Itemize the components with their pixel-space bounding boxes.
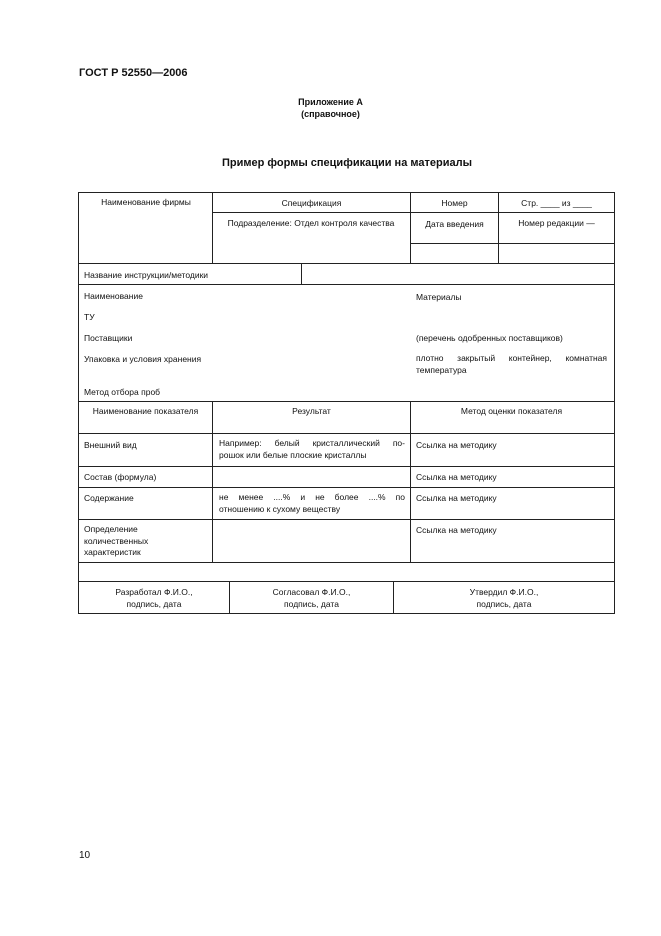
agreed-signature <box>230 587 393 610</box>
number-cell: Номер <box>441 198 468 208</box>
form-title: Пример формы спецификации на материалы <box>222 157 472 169</box>
indicator-method: Ссылка на методику <box>416 440 497 450</box>
appendix-label: Приложение А <box>298 97 363 107</box>
sampling-label: Метод отбора проб <box>84 387 161 397</box>
standard-number: ГОСТ Р 52550—2006 <box>79 67 188 79</box>
agreed-label: Согласовал Ф.И.О., <box>272 587 351 597</box>
instruction-name-cell: Название инструкции/методики <box>84 270 209 280</box>
sign-date-label: подпись, дата <box>476 598 532 609</box>
indicator-method: Ссылка на методику <box>416 493 497 503</box>
appendix-type: (справочное) <box>301 109 360 119</box>
sign-date-label: подпись, дата <box>126 598 182 609</box>
sign-date-label: подпись, дата <box>284 598 339 609</box>
specification-cell: Спецификация <box>281 198 342 208</box>
indicator-result-line2: рошок или белые плоские кристаллы <box>219 450 367 460</box>
suppliers-value: (перечень одобренных поставщиков) <box>416 333 563 343</box>
suppliers-label: Поставщики <box>84 333 133 343</box>
indicator-name: Внешний вид <box>84 440 137 450</box>
result-column-header: Результат <box>292 406 331 416</box>
tu-label: ТУ <box>84 312 95 322</box>
subdivision-cell: Подразделение: Отдел контроля качества <box>227 218 395 228</box>
approved-signature <box>394 587 614 610</box>
intro-date-cell: Дата введения <box>425 219 484 229</box>
indicator-name: Состав (формула) <box>84 472 157 482</box>
developed-label: Разработал Ф.И.О., <box>115 587 193 597</box>
name-value: Материалы <box>416 292 462 302</box>
indicator-method: Ссылка на методику <box>416 472 497 482</box>
indicator-result-line1: Например: белый кристаллический по- <box>219 438 405 448</box>
indicator-column-header: Наименование показателя <box>92 406 199 416</box>
company-name-cell: Наименование фирмы <box>101 197 191 207</box>
method-column-header: Метод оценки показателя <box>460 406 563 416</box>
packaging-label: Упаковка и условия хранения <box>84 354 202 364</box>
approved-label: Утвердил Ф.И.О., <box>469 587 539 597</box>
indicator-method: Ссылка на методику <box>416 525 497 535</box>
indicator-result-line2: отношению к сухому веществу <box>219 504 341 514</box>
name-label: Наименование <box>84 291 143 301</box>
page-number: 10 <box>79 850 91 861</box>
packaging-value: плотно закрытый контейнер, комнатная температура <box>416 353 607 375</box>
indicator-name: Определение количественных характеристик <box>84 524 149 557</box>
developed-signature <box>79 587 229 610</box>
revision-cell: Номер редакции — <box>518 218 595 228</box>
indicator-name: Содержание <box>84 493 134 503</box>
indicator-result-line1: не менее ....% и не более ....% по <box>219 492 405 502</box>
page-of-cell: Стр. ____ из ____ <box>521 198 592 208</box>
